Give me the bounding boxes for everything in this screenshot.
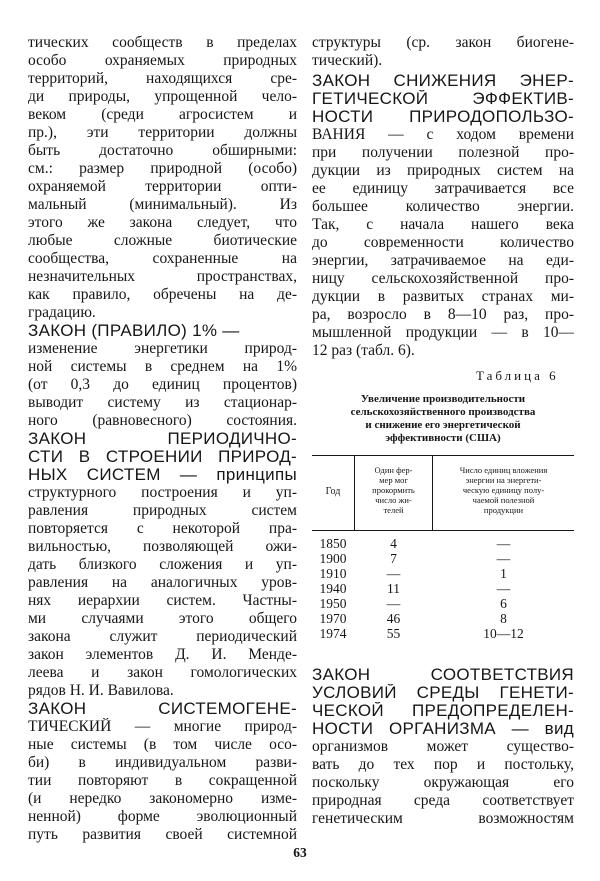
- text-line: ной системы в среднем на 1%: [28, 358, 297, 375]
- section-heading: ГЕТИЧЕСКОЙ ЭФФЕКТИВ-: [312, 90, 574, 108]
- text-line: выводит систему из стационар-: [28, 394, 297, 411]
- cell-energy: 1: [500, 566, 507, 581]
- table-title-line: Увеличение производительности: [360, 393, 526, 405]
- section-heading: ЗАКОН ПЕРИОДИЧНО-: [28, 430, 297, 448]
- cell-year: 1970: [319, 611, 347, 626]
- header-line: телей: [383, 505, 404, 515]
- cell-farmers: 55: [386, 626, 401, 641]
- table-title-line: и снижение его энергетической: [365, 419, 521, 431]
- text-line: дать близкого сложения и уп-: [28, 556, 297, 573]
- text-line: сообщества, сохраненные на: [28, 250, 297, 267]
- text-line: незначительных пространствах,: [28, 268, 297, 285]
- text-line: (и нередко закономерно изме-: [28, 790, 297, 807]
- text-line: тии повторяют в сокращенной: [28, 772, 297, 789]
- text-line: территорий, находящихся сре-: [28, 70, 297, 87]
- text-line: до современности количество: [312, 234, 574, 251]
- text-line: быть достаточно обширными:: [28, 142, 297, 159]
- text-line: природная среда соответствует: [312, 792, 574, 809]
- text-line: леева и закон гомологических: [28, 664, 297, 681]
- table-header-rule: [312, 530, 574, 531]
- cell-farmers: 4: [390, 536, 397, 551]
- cell-year: 1974: [319, 626, 347, 641]
- text-line: закона служит периодический: [28, 628, 297, 645]
- header-line: чаемой полезной: [472, 495, 535, 505]
- text-line: поскольку окружающая его: [312, 774, 574, 791]
- text-line: мальный (минимальный). Из: [28, 196, 297, 213]
- cell-energy: 6: [500, 596, 507, 611]
- text-line: ди природы, упрощенной чело-: [28, 88, 297, 105]
- header-line: прокормить: [372, 485, 415, 495]
- text-line: ного (равновесного) состояния.: [28, 412, 297, 429]
- text-line: веком (среди агросистем и: [28, 106, 297, 123]
- text-line: 12 раз (табл. 6).: [312, 342, 415, 359]
- table-header-year: Год: [325, 486, 341, 497]
- cell-energy: —: [496, 551, 511, 566]
- header-line: Один фер-: [374, 465, 413, 475]
- cell-energy: 8: [500, 611, 507, 626]
- text-line: вать до тех пор и постольку,: [312, 756, 574, 773]
- cell-farmers: 46: [386, 611, 401, 626]
- header-line: энергии на энергети-: [465, 475, 542, 485]
- text-line: равления природных систем: [28, 502, 297, 519]
- text-line: закон элементов Д. И. Менде-: [28, 646, 297, 663]
- text-line: изменение энергетики природ-: [28, 340, 297, 357]
- text-line: ненной) форме эволюционный: [28, 808, 297, 825]
- text-line: путь развития своей системной: [28, 826, 297, 843]
- text-line: при получении полезной про-: [312, 144, 574, 161]
- text-line: охраняемой территории опти-: [28, 178, 297, 195]
- text-line: вильностью, позволяющей ожи-: [28, 538, 297, 555]
- text-line: мышленной продукции — в 10—: [312, 324, 574, 341]
- text-line: пр.), эти территории должны: [28, 124, 297, 141]
- text-line: структурного построения и уп-: [28, 484, 297, 501]
- text-line: рядов Н. И. Вавилова.: [28, 682, 174, 699]
- page-number: 63: [293, 845, 307, 860]
- text-line: дукции в развитых странах ми-: [312, 288, 574, 305]
- cell-year: 1850: [319, 536, 347, 551]
- text-line: Так, с начала нашего века: [312, 216, 574, 233]
- section-heading: ЧЕСКОЙ ПРЕДОПРЕДЕЛЕН-: [312, 702, 574, 720]
- cell-energy: —: [496, 536, 511, 551]
- cell-year: 1900: [319, 551, 347, 566]
- header-line: Число единиц вложения: [459, 465, 548, 475]
- cell-year: 1940: [319, 581, 347, 596]
- cell-farmers: 11: [387, 581, 400, 596]
- cell-farmers: —: [386, 596, 401, 611]
- text-line: ее единицу затрачивается все: [312, 180, 574, 197]
- section-heading: ЗАКОН (ПРАВИЛО) 1% —: [28, 322, 240, 340]
- text-line: дукции из природных систем на: [312, 162, 574, 179]
- text-line: этого же закона следует, что: [28, 214, 297, 231]
- text-line: генетическим возможностям: [312, 810, 574, 827]
- text-line: энергии, затрачиваемое на еди-: [312, 252, 574, 269]
- table-top-rule: [312, 455, 574, 456]
- cell-year: 1910: [319, 566, 347, 581]
- text-line: равления на аналогичных уров-: [28, 574, 297, 591]
- section-heading: НОСТИ ОРГАНИЗМА — вид: [312, 720, 574, 738]
- text-line: ницу сельскохозяйственной про-: [312, 270, 574, 287]
- text-line: см.: размер природной (особо): [28, 160, 297, 177]
- text-line: организмов может существо-: [312, 738, 574, 755]
- cell-energy: 10—12: [483, 626, 524, 641]
- table-title-line: эффективности (США): [385, 432, 501, 444]
- header-line: продукции: [483, 505, 524, 515]
- section-heading: ЗАКОН СИСТЕМОГЕНЕ-: [28, 700, 297, 718]
- text-line: нях иерархии систем. Частны-: [28, 592, 297, 609]
- text-line: ми случаями этого общего: [28, 610, 297, 627]
- cell-energy: —: [496, 581, 511, 596]
- text-line: особо охраняемых природных: [28, 52, 297, 69]
- text-line: ТИЧЕСКИЙ — многие природ-: [28, 718, 297, 735]
- section-heading: СТИ В СТРОЕНИИ ПРИРОД-: [28, 448, 297, 466]
- section-heading: НЫХ СИСТЕМ — принципы: [28, 466, 297, 484]
- header-line: ческую единицу полу-: [462, 485, 545, 495]
- text-line: структуры (ср. закон биогене-: [312, 34, 574, 51]
- section-heading: ЗАКОН СООТВЕТСТВИЯ: [312, 666, 574, 684]
- text-line: большее количество энергии.: [312, 198, 574, 215]
- section-heading: НОСТИ ПРИРОДОПОЛЬЗО-: [312, 108, 574, 126]
- text-line: би) в индивидуальном разви-: [28, 754, 297, 771]
- text-line: ВАНИЯ — с ходом времени: [312, 126, 574, 143]
- text-line: как правило, обречены на де-: [28, 286, 297, 303]
- section-heading: УСЛОВИЙ СРЕДЫ ГЕНЕТИ-: [312, 684, 574, 702]
- text-line: тических сообществ в пределах: [28, 34, 297, 51]
- cell-farmers: 7: [390, 551, 397, 566]
- text-line: градацию.: [28, 304, 96, 321]
- text-line: тический).: [312, 52, 383, 69]
- table-caption: Таблица 6: [476, 368, 559, 383]
- text-line: ра, возросло в 8—10 раз, про-: [312, 306, 574, 323]
- section-heading: ЗАКОН СНИЖЕНИЯ ЭНЕР-: [312, 72, 574, 90]
- cell-farmers: —: [386, 566, 401, 581]
- text-line: повторяется с некоторой пра-: [28, 520, 297, 537]
- header-line: число жи-: [375, 495, 412, 505]
- text-line: любые сложные биотические: [28, 232, 297, 249]
- text-line: (от 0,3 до единиц процентов): [28, 376, 297, 393]
- header-line: мер мог: [379, 475, 408, 485]
- cell-year: 1950: [319, 596, 347, 611]
- text-line: ные системы (в том числе осо-: [28, 736, 297, 753]
- table-title-line: сельскохозяйственного производства: [350, 406, 536, 418]
